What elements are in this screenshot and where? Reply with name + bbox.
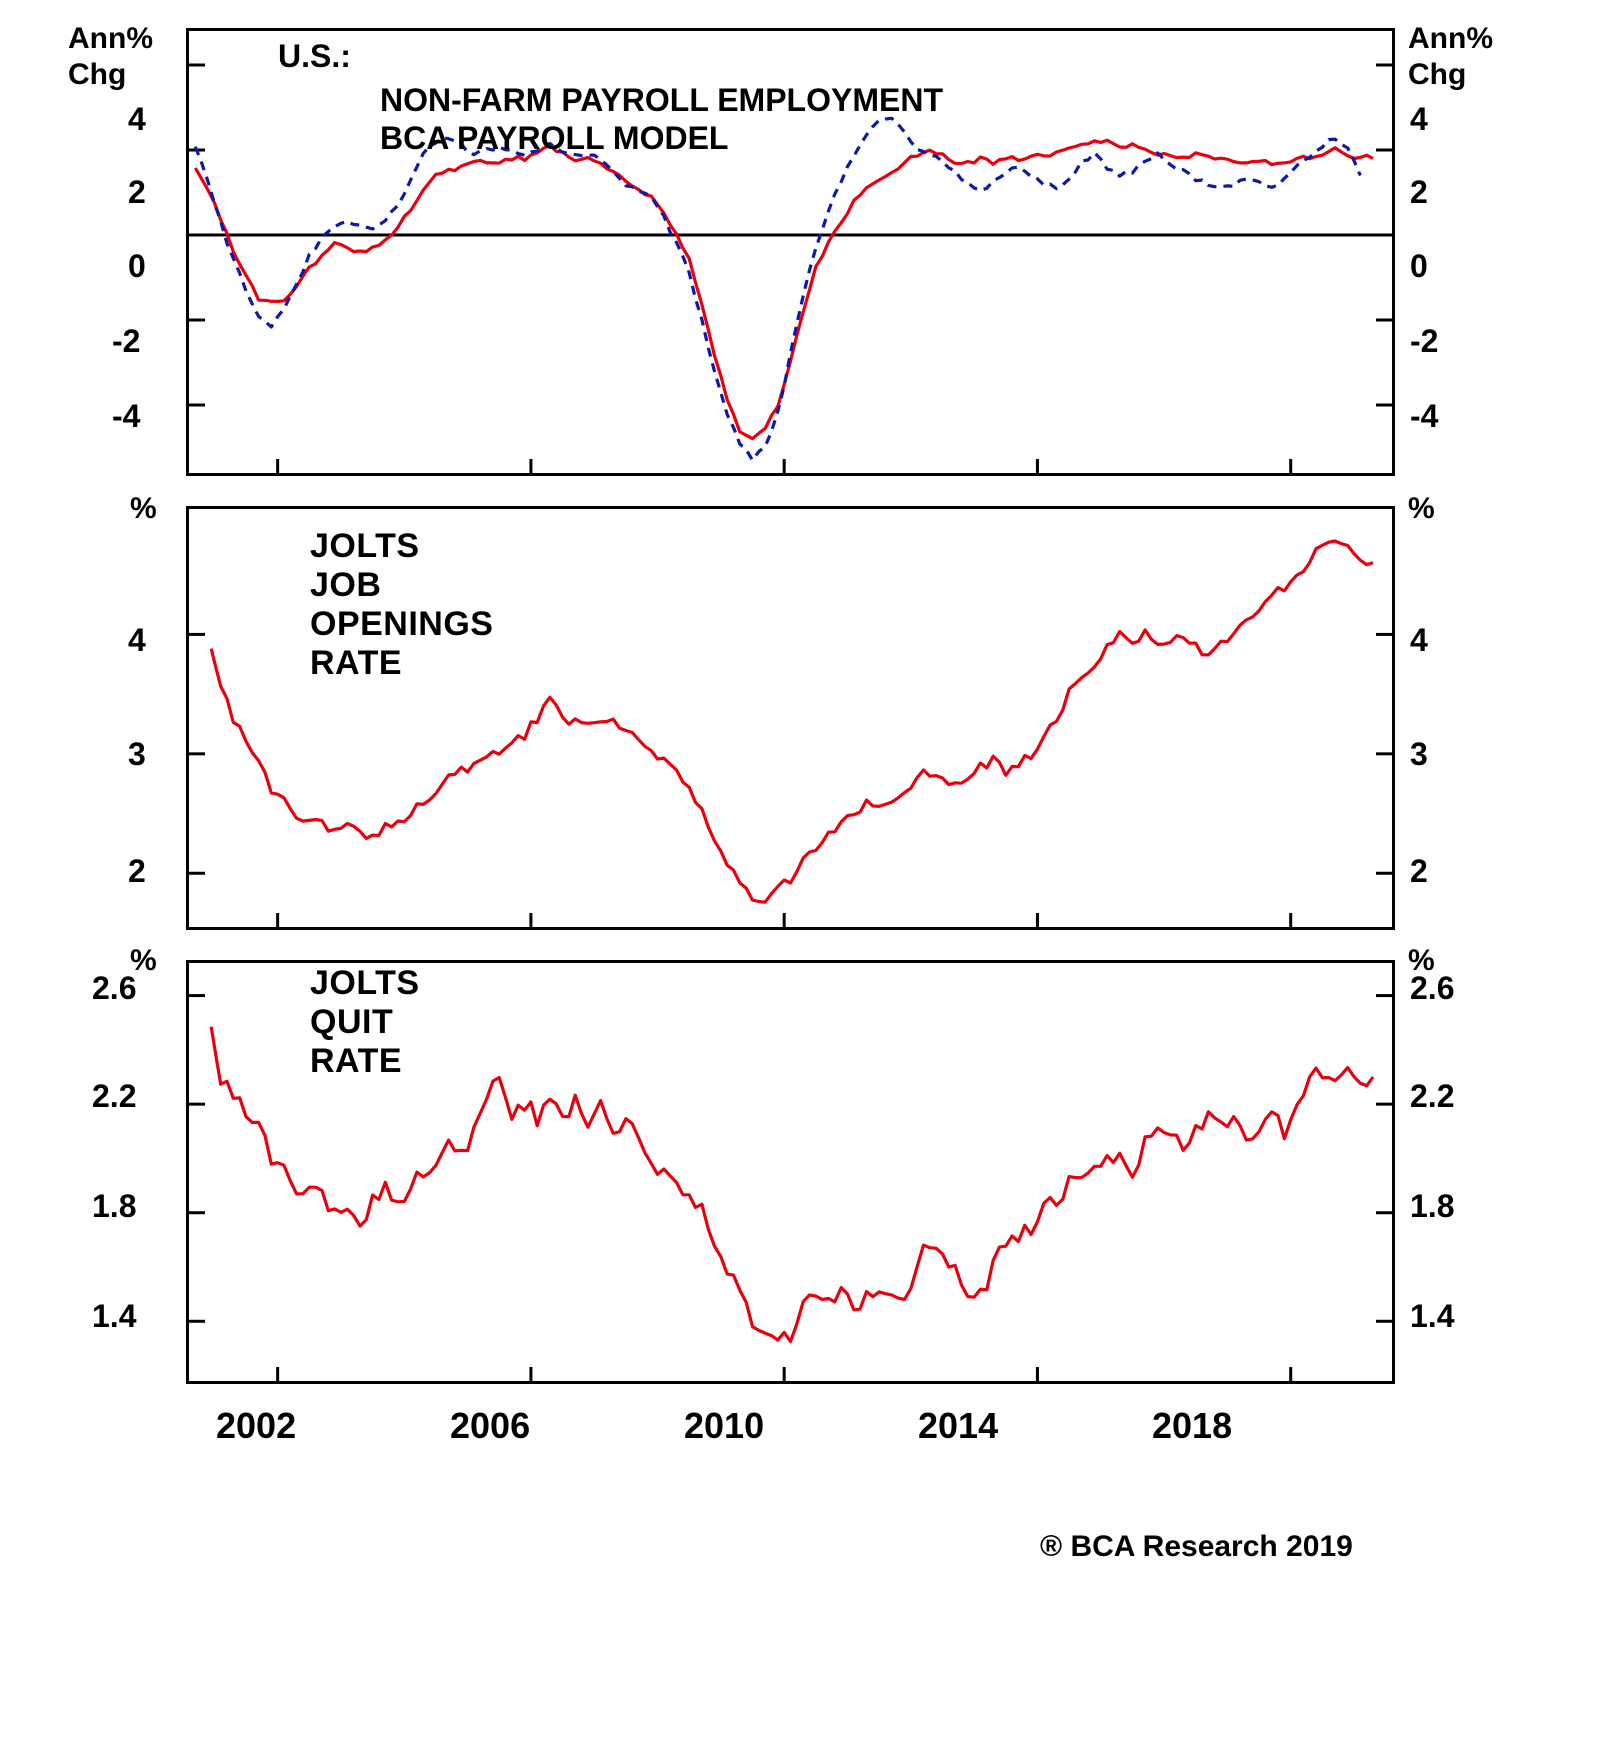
panel1-ytick-neg4-right: -4 [1410,398,1439,434]
panel2-ytick-3-right: 3 [1410,736,1428,772]
panel3-ytick-22-left: 2.2 [92,1078,137,1114]
xtick-2018: 2018 [1152,1405,1233,1446]
panel1-left-unit-line1: Ann% [68,22,153,55]
panel2-left-unit: % [130,492,157,525]
panel1-ytick-0-left: 0 [128,248,146,284]
xtick-2002: 2002 [216,1405,297,1446]
panel3-ytick-22-right: 2.2 [1410,1078,1455,1114]
panel1-right-unit-line2: Chg [1408,58,1467,91]
legend-label-nonfarm: NON-FARM PAYROLL EMPLOYMENT [380,81,943,118]
panel2-ytick-2-left: 2 [128,853,146,889]
panel3-ytick-18-right: 1.8 [1410,1188,1455,1224]
panel3-ytick-14-left: 1.4 [92,1298,137,1334]
panel2-ytick-4-right: 4 [1410,622,1428,658]
panel2-title: JOLTS JOB OPENINGS RATE [310,527,494,682]
panel1-ytick-0-right: 0 [1410,248,1428,284]
legend [278,38,943,157]
legend-title: U.S.: [278,38,351,74]
series-line [195,140,1373,438]
legend-item-nonfarm [278,81,943,119]
panel1-ytick-2-left: 2 [128,174,146,210]
panel3-ytick-18-left: 1.8 [92,1188,137,1224]
xtick-2014: 2014 [918,1405,999,1446]
copyright-notice: ® BCA Research 2019 [1040,1530,1353,1563]
panel3-ytick-26-left: 2.6 [92,970,137,1006]
panel2-right-unit: % [1408,492,1435,525]
legend-item-bca [278,119,943,157]
panel1-ytick-neg2-left: -2 [112,323,141,359]
panel3-left-unit: % [130,944,157,977]
panel3-ytick-14-right: 1.4 [1410,1298,1455,1334]
panel1-ytick-4-left: 4 [128,101,146,137]
panel1-left-unit-line2: Chg [68,58,127,91]
xtick-2006: 2006 [450,1405,531,1446]
panel3-title: JOLTS QUIT RATE [310,964,420,1080]
panel1-ytick-neg4-left: -4 [112,398,141,434]
xtick-2010: 2010 [684,1405,765,1446]
panel1-right-unit-line1: Ann% [1408,22,1493,55]
panel3-ytick-26-right: 2.6 [1410,970,1455,1006]
panel3-right-unit: % [1408,944,1435,977]
legend-label-bca: BCA PAYROLL MODEL [380,119,729,156]
panel2-ytick-3-left: 3 [128,736,146,772]
panel1-ytick-4-right: 4 [1410,101,1428,137]
series-line [195,118,1360,460]
panel2-ytick-2-right: 2 [1410,853,1428,889]
panel2-ytick-4-left: 4 [128,622,146,658]
panel1-ytick-neg2-right: -2 [1410,323,1439,359]
panel1-ytick-2-right: 2 [1410,174,1428,210]
